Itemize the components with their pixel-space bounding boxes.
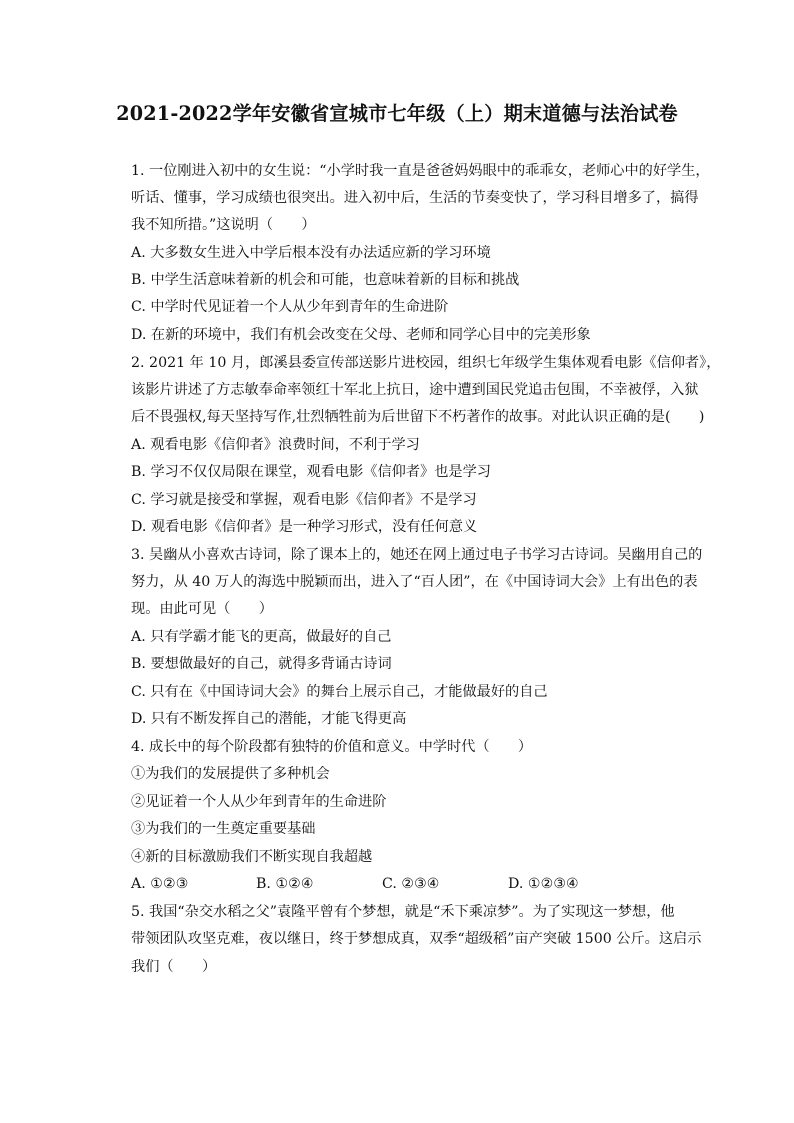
question-1-stem-line-3: 我不知所措。”这说明（ ） xyxy=(131,217,316,233)
exam-title: 2021-2022学年安徽省宣城市七年级（上）期末道德与法治试卷 xyxy=(116,102,678,125)
question-1-option-c: C. 中学时代见证着一个人从少年到青年的生命进阶 xyxy=(131,299,449,315)
question-3-option-b: B. 要想做最好的自己，就得多背诵古诗词 xyxy=(131,656,392,672)
question-1-option-d: D. 在新的环境中，我们有机会改变在父母、老师和同学心目中的完美形象 xyxy=(131,327,591,343)
question-4-option-a: A. ①②③ xyxy=(131,876,189,892)
question-4-statement-2: ②见证着一个人从少年到青年的生命进阶 xyxy=(131,794,387,810)
question-4-statement-3: ③为我们的一生奠定重要基础 xyxy=(131,821,316,837)
question-4-options xyxy=(131,875,671,893)
question-4-stem: 4. 成长中的每个阶段都有独特的价值和意义。中学时代（ ） xyxy=(131,739,533,755)
question-4-option-b: B. ①②④ xyxy=(256,876,314,892)
question-2-stem-line-1: 2. 2021 年 10 月，郎溪县委宣传部送影片进校园，组织七年级学生集体观看电影《信仰者》， xyxy=(131,355,721,371)
question-4-statement-1: ①为我们的发展提供了多种机会 xyxy=(131,766,330,782)
question-4-statement-4: ④新的目标激励我们不断实现自我超越 xyxy=(131,849,373,865)
question-3-stem-line-3: 现。由此可见（ ） xyxy=(131,601,273,617)
question-1-option-a: A. 大多数女生进入中学后根本没有办法适应新的学习环境 xyxy=(131,245,491,261)
question-3-option-c: C. 只有在《中国诗词大会》的舞台上展示自己，才能做最好的自己 xyxy=(131,684,548,700)
question-4-option-c: C. ②③④ xyxy=(382,876,440,892)
question-1-option-b: B. 中学生活意味着新的机会和可能，也意味着新的目标和挑战 xyxy=(131,272,520,288)
question-4-option-d: D. ①②③④ xyxy=(508,876,579,892)
question-3-option-a: A. 只有学霸才能飞的更高，做最好的自己 xyxy=(131,629,392,645)
question-1-stem-line-2: 听话、懂事，学习成绩也很突出。进入初中后，生活的节奏变快了，学习科目增多了，搞得 xyxy=(131,190,699,206)
question-2-option-a: A. 观看电影《信仰者》浪费时间，不利于学习 xyxy=(131,437,420,453)
question-3-stem-line-1: 3. 吴幽从小喜欢古诗词，除了课本上的，她还在网上通过电子书学习古诗词。吴幽用自己的 xyxy=(131,547,703,563)
question-2-option-d: D. 观看电影《信仰者》是一种学习形式，没有任何意义 xyxy=(131,519,478,535)
question-2-stem-line-3: 后不畏强权,每天坚持写作,壮烈牺牲前为后世留下不朽著作的故事。对此认识正确的是( ) xyxy=(131,409,705,425)
question-2-option-c: C. 学习就是接受和掌握，观看电影《信仰者》不是学习 xyxy=(131,492,477,508)
question-3-option-d: D. 只有不断发挥自己的潜能，才能飞得更高 xyxy=(131,711,407,727)
question-3-stem-line-2: 努力，从 40 万人的海选中脱颖而出，进入了“百人团”，在《中国诗词大会》上有出色的表 xyxy=(131,574,698,590)
question-1-stem-line-1: 1. 一位刚进入初中的女生说：“小学时我一直是爸爸妈妈眼中的乖乖女，老师心中的好学生， xyxy=(131,163,710,179)
question-5-stem-line-1: 5. 我国“杂交水稻之父”袁隆平曾有个梦想，就是“禾下乘凉梦”。为了实现这一梦想，他 xyxy=(131,904,675,920)
question-5-stem-line-3: 我们（ ） xyxy=(131,959,217,975)
question-2-option-b: B. 学习不仅仅局限在课堂，观看电影《信仰者》也是学习 xyxy=(131,464,491,480)
question-2-stem-line-2: 该影片讲述了方志敏奉命率领红十军北上抗日，途中遭到国民党追击包围，不幸被俘，入狱 xyxy=(131,382,699,398)
question-5-stem-line-2: 带领团队攻坚克难，夜以继日，终于梦想成真，双季“超级稻”亩产突破 1500 公斤。这启示 xyxy=(131,931,702,947)
